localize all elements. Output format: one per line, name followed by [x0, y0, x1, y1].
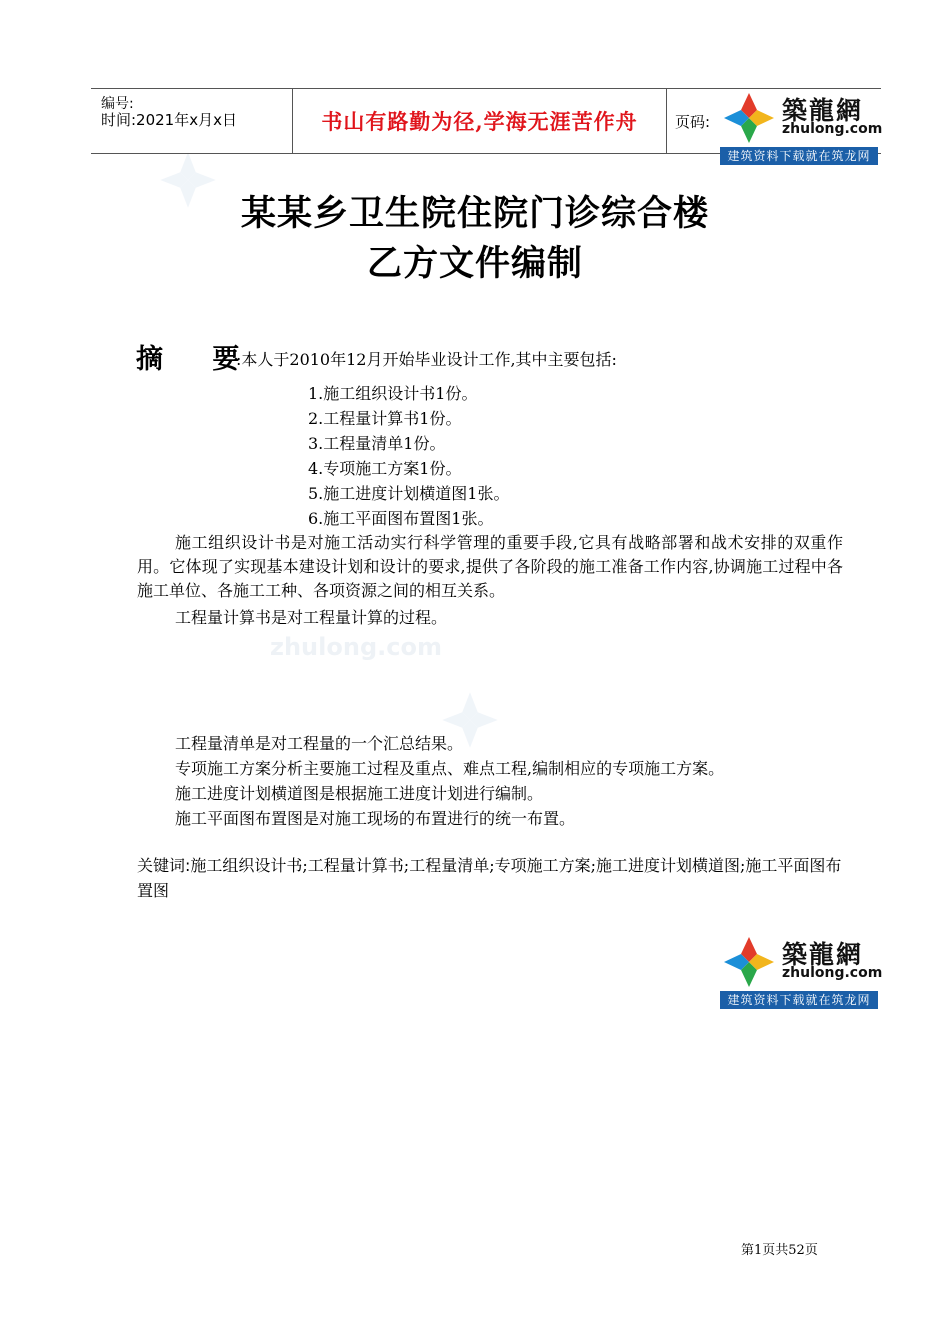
paragraph: 工程量计算书是对工程量计算的过程。 — [175, 608, 448, 627]
paragraph: 施工平面图布置图是对施工现场的布置进行的统一布置。 — [175, 809, 576, 828]
keywords-text: 施工组织设计书;工程量计算书;工程量清单;专项施工方案;施工进度计划横道图;施工平面图布置图 — [137, 856, 842, 900]
logo-url: zhulong.com — [782, 965, 883, 981]
abstract-intro: :本人于2010年12月开始毕业设计工作,其中主要包括: — [236, 350, 617, 369]
paragraph: 施工组织设计书是对施工活动实行科学管理的重要手段,它具有战略部署和战术安排的双重作用。它体现了实现基本建设计划和设计的要求,提供了各阶段的施工准备工作内容,协调施工过程中各施工单位、各施工工种、各项资源之间的相互关系。 — [137, 533, 843, 600]
paragraph: 施工进度计划横道图是根据施工进度计划进行编制。 — [175, 784, 544, 803]
paragraph: 工程量清单是对工程量的一个汇总结果。 — [175, 734, 464, 753]
logo-name: 築龍網 — [782, 940, 864, 969]
logo-url: zhulong.com — [782, 121, 883, 137]
page-number: 第1页共52页 — [741, 1243, 818, 1258]
abstract-label: 摘 要 — [136, 344, 260, 375]
list-item: 5.施工进度计划横道图1张。 — [308, 484, 510, 503]
list-item: 3.工程量清单1份。 — [308, 434, 446, 453]
header-time-label: 时间:2021年x月x日 — [101, 111, 237, 129]
watermark-text: zhulong.com — [270, 633, 442, 661]
paragraph: 专项施工方案分析主要施工过程及重点、难点工程,编制相应的专项施工方案。 — [175, 759, 725, 778]
document-title-line1: 某某乡卫生院住院门诊综合楼 — [240, 194, 709, 234]
header-page-label: 页码: — [675, 113, 711, 131]
list-item: 1.施工组织设计书1份。 — [308, 384, 478, 403]
header-motto: 书山有路勤为径,学海无涯苦作舟 — [321, 109, 638, 134]
keywords — [137, 853, 843, 903]
logo-slogan: 建筑资料下载就在筑龙网 — [720, 147, 878, 165]
zhulong-logo — [720, 89, 883, 167]
list-item: 2.工程量计算书1份。 — [308, 409, 462, 428]
document-title-line2: 乙方文件编制 — [366, 244, 583, 284]
header-number-label: 编号: — [101, 96, 134, 112]
deliverables-list — [308, 381, 509, 531]
logo-diamond-icon — [722, 935, 776, 989]
zhulong-logo — [720, 933, 883, 1011]
list-item: 4.专项施工方案1份。 — [308, 459, 462, 478]
logo-slogan: 建筑资料下载就在筑龙网 — [720, 991, 878, 1009]
logo-diamond-icon — [722, 91, 776, 145]
list-item: 6.施工平面图布置图1张。 — [308, 509, 494, 528]
header-divider — [666, 89, 667, 153]
logo-name: 築龍網 — [782, 96, 864, 125]
keywords-label: 关键词: — [137, 856, 191, 875]
